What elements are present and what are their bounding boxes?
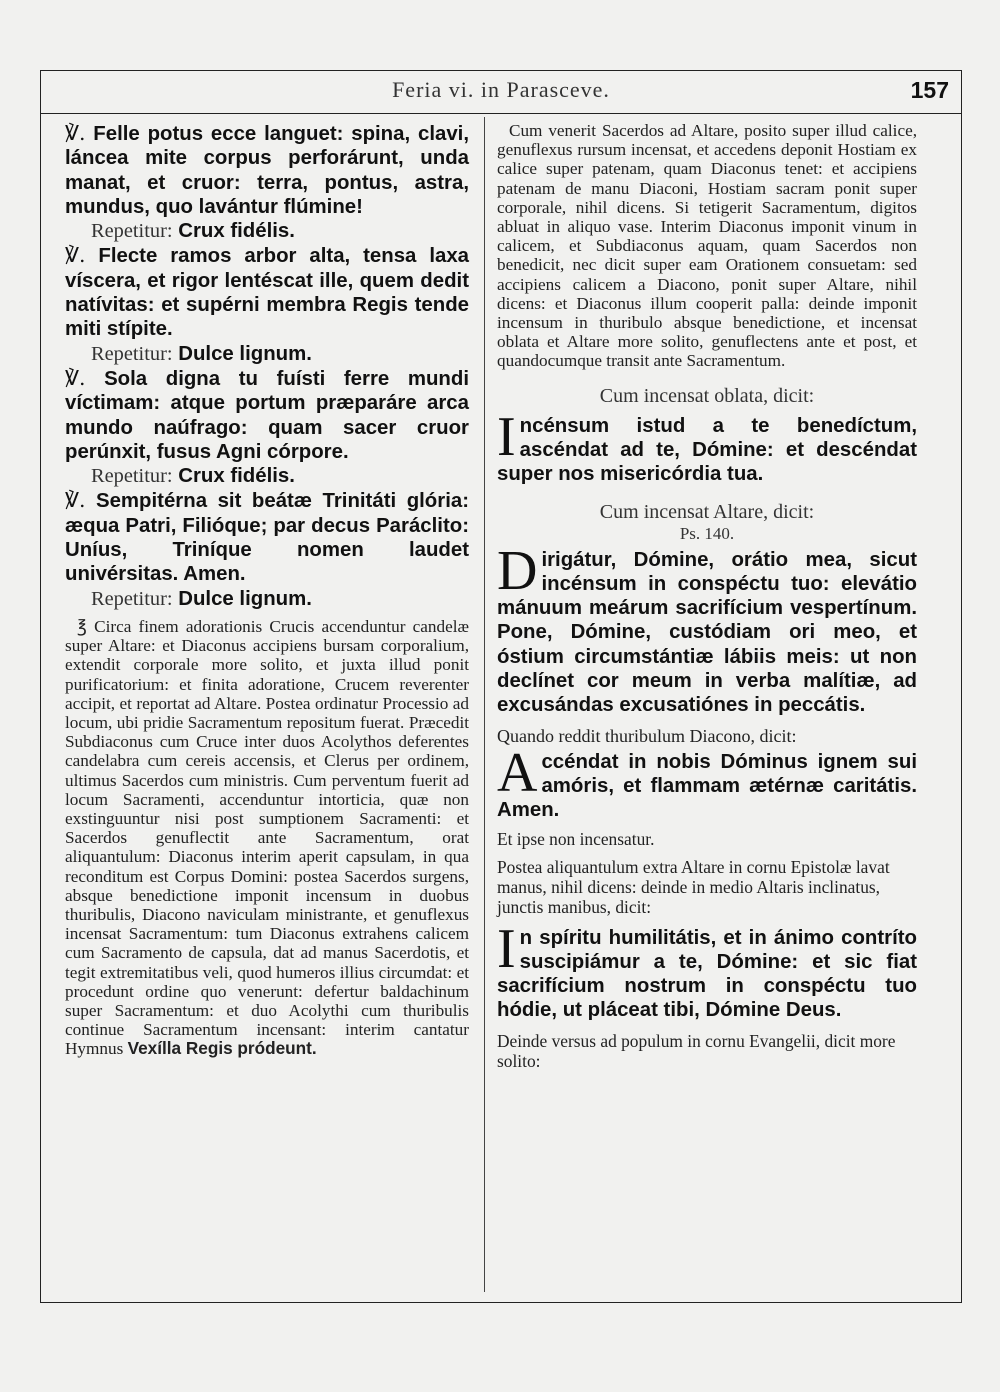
prayer-incensum: [497, 405, 917, 487]
verse-3-text: Sola digna tu fuísti ferre mundi víctimam: atque portum præparáre arca mundo naúfrago: quam sacer cruor perúnxit, fusus Agni córpore.: [65, 367, 470, 463]
repeat-1: [65, 219, 469, 243]
drop-cap: A: [497, 741, 538, 804]
prayer-text: n spíritu humilitátis, et in ánimo contríto suscipiámur a te, Dómine: et sic fiat sacrifícium nostrum in conspéctu tuo hódie, ut pláceat tibi, Dómine Deus.: [497, 926, 917, 1022]
right-column: [497, 121, 917, 1071]
versicle-symbol: ℣.: [65, 121, 86, 145]
repeat-label: Repetitur:: [91, 220, 173, 243]
verse-1: [65, 121, 469, 219]
incense-altar-caption: Cum incensat Altare, dicit:: [599, 500, 815, 523]
verse-3: [65, 366, 469, 464]
running-head: [41, 77, 961, 109]
prayer-in-spiritu: [497, 917, 917, 1023]
prayer-text: ncénsum istud a te benedíctum, ascéndat ad te, Dómine: et descéndat super nos misericórdia tua.: [497, 414, 917, 486]
versicle-symbol: ℣.: [65, 243, 86, 268]
header-rule: [41, 113, 961, 114]
repeat-4: [65, 587, 469, 611]
thurible-caption: Quando reddit thuribulum Diacono, dicit:: [497, 725, 797, 746]
repeat-3: [65, 464, 469, 488]
altar-rubric: [497, 121, 917, 371]
not-incensed-rubric: Et ipse non incensatur.: [497, 828, 655, 849]
repeat-2: [65, 342, 469, 366]
altar-rubric-text: Cum venerit Sacerdos ad Altare, posito super illud calice, genuflexus rursum incensat, et accedens deponit Hostiam ex calice super patenam, quam Diaconus tenet: et accipiens patenam de manu Diaconi, Hostiam sacram ponit super corporale, nihil dicens. Si tetigerit Sacramentum, digitos abluat in aliquo vase. Interim Diaconus imponit vinum in calicem, et Subdiaconus aquam, quam Sacerdos non benedicit, nec dicit super eam Orationem consuetam: sed accipiens calicem a Diacono, ponit super Altare, nihil dicens: et Diaconus illum cooperit palla: deinde imponit incensum in thuribulo absque benedictione, et incensat oblata et Altare more solito, genuflectens ante et post, et quandocumque transit ante Sacramentum.: [497, 121, 917, 371]
verse-2-text: Flecte ramos arbor alta, tensa laxa víscera, et rigor lentéscat ille, quem dedit natívitas: et supérni membra Regis tende miti stípite.: [65, 245, 469, 341]
procession-rubric: [65, 617, 469, 1059]
verse-4-text: Sempitérna sit beátæ Trinitáti glória: æqua Patri, Filióque; par decus Paráclito: Uníus, Triníque nomen laudet univérsitas. Amen.: [65, 490, 469, 586]
verse-1-text: Felle potus ecce languet: spina, clavi, láncea mite corpus perforárunt, unda manat, et cruor: terra, pontus, astra, mundus, quo lavántur flúmine!: [65, 123, 469, 218]
incense-oblata-caption: Cum incensat oblata, dicit:: [599, 384, 815, 407]
repeat-text: Dulce lignum.: [178, 342, 312, 365]
versicle-symbol: ℣.: [65, 488, 86, 513]
prayer-dirigatur: [497, 539, 917, 718]
repeat-label: Repetitur:: [91, 587, 173, 610]
repeat-label: Repetitur:: [91, 465, 173, 488]
repeat-text: Crux fidélis.: [178, 465, 295, 488]
drop-cap: D: [497, 539, 538, 602]
column-divider: [484, 117, 485, 1292]
prayer-text: ccéndat in nobis Dóminus ignem sui amóris, et flammam ætérnæ caritátis. Amen.: [497, 750, 917, 822]
psalm-reference: Ps. 140.: [679, 523, 735, 543]
rubric-text: Circa finem adorationis Crucis accenduntur candelæ super Altare: et Diaconus accipiens bursam corporalium, extendit corporale more solito, et juxta illud ponit purificatorium: et finita adoratione, Crucem reverenter accipit, et reportat ad Altare. Postea ordinatur Processio ad locum, ubi pridie Sacramentum repositum fuerat. Præcedit Subdiaconus cum Cruce inter duos Acolythos deferentes candelabra cum cereis accensis, et Clerus per ordinem, ultimus Sacerdos cum ministris. Cum perventum fuerit ad locum Sacramenti, accenduntur intorticia, quæ non exstinguuntur nisi post sumptionem Sacramenti: et Sacerdos genuflectit ante Sacramentum, orat aliquantulum: Diaconus interim aperit capsulam, in qua reconditum est Corpus Domini: postea Sacerdos surgens, absque benedictione imponit incensum in duobus thuribulis, Diacono naviculam ministrante, et genuflexus incensat Sacramentum: tum Diaconus extrahens calicem cum Sacramento de capsula, dat ad manus Sacerdotis, et tegit extremitatibus veli, quod humeros illius circumdat: et procedunt ordine quo venerunt: defertur baldachinum super Sacramentum: et duo Acolythi cum thuribulis continue Sacramentum incensant: interim cantatur Hymnus: [65, 616, 469, 1059]
repeat-label: Repetitur:: [91, 342, 173, 365]
repeat-text: Dulce lignum.: [178, 587, 312, 610]
page-number: 157: [910, 77, 949, 103]
left-column: [65, 121, 469, 1059]
rubric-mark: ℥: [77, 616, 87, 636]
lavabo-rubric: Postea aliquantulum extra Altare in cornu Epistolæ lavat manus, nihil dicens: deinde in medio Altaris inclinatus, junctis manibus, dicit:: [497, 856, 890, 918]
versicle-symbol: ℣.: [65, 365, 86, 390]
verse-4: [65, 488, 469, 586]
verse-2: [65, 243, 469, 341]
prayer-text: irigátur, Dómine, orátio mea, sicut incénsum in conspéctu tuo: elevátio mánuum meárum sacrifícium vespertínum. Pone, Dómine, custódiam ori meo, et óstium circumstántiæ lábiis meis: ut non declínet cor meum in verba malítiæ, ad excusándas excusatiónes in peccátis.: [497, 548, 917, 717]
prayer-accendat: [497, 741, 917, 823]
page-title: Feria vi. in Parasceve.: [392, 77, 610, 102]
page-frame: [40, 70, 962, 1303]
drop-cap: I: [497, 917, 516, 980]
hymn-title: Vexílla Regis pródeunt.: [127, 1038, 317, 1059]
drop-cap: I: [497, 405, 516, 468]
repeat-text: Crux fidélis.: [178, 220, 295, 243]
turn-to-people-rubric: Deinde versus ad populum in cornu Evangelii, dicit more solito:: [497, 1030, 896, 1071]
